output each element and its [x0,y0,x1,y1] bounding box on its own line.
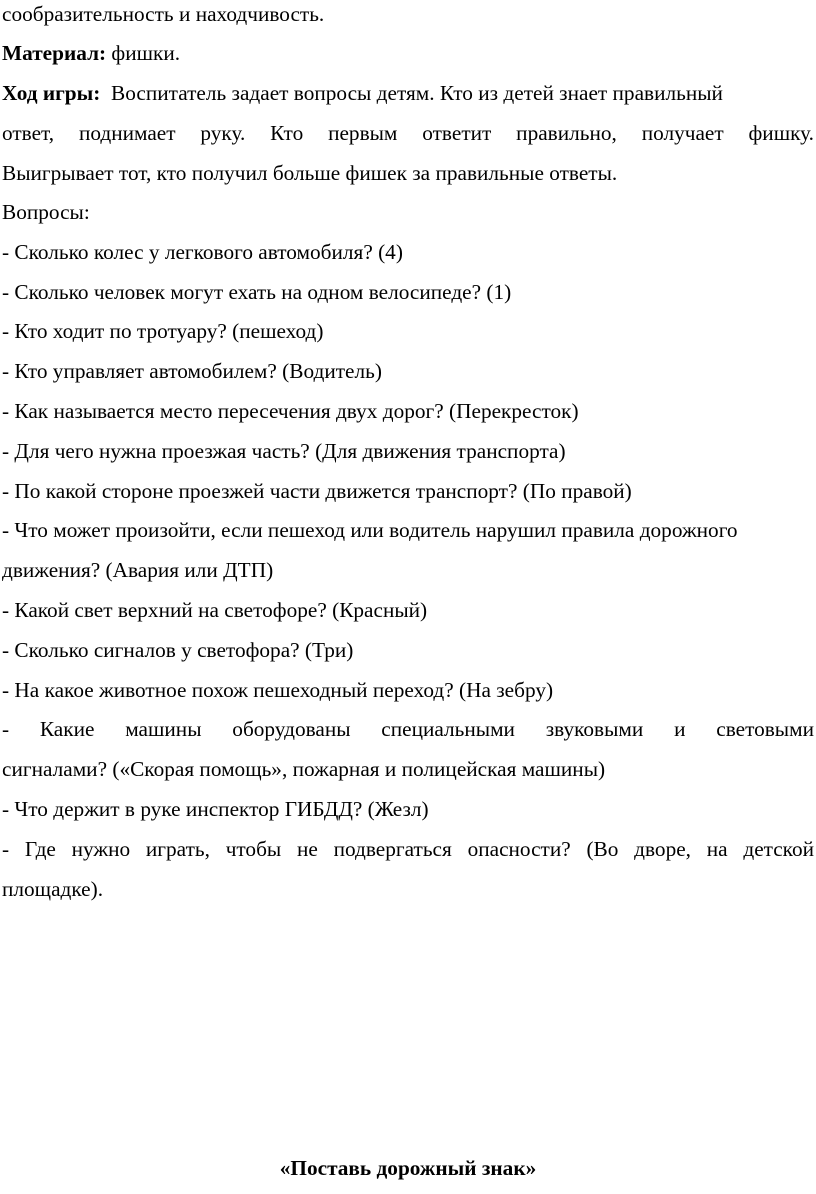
question-3: - Кто ходит по тротуару? (пешеход) [2,319,324,343]
question-1: - Сколько колес у легкового автомобиля? (4) [2,240,403,264]
question-14-line-2: площадке). [2,877,104,901]
question-10: - Сколько сигналов у светофора? (Три) [2,638,354,662]
game-flow-line-2: ответ, поднимает руку. Кто первым ответит правильно, получает фишку. [2,121,814,145]
question-8-line-1: - Что может произойти, если пешеход или водитель нарушил правила дорожного [2,518,738,542]
question-12-line-2: сигналами? («Скорая помощь», пожарная и полицейская машины) [2,757,606,781]
question-4: - Кто управляет автомобилем? (Водитель) [2,359,382,383]
game-flow-line-3: Выигрывает тот, кто получил больше фишек за правильные ответы. [2,161,618,185]
question-9: - Какой свет верхний на светофоре? (Красный) [2,598,428,622]
question-2: - Сколько человек могут ехать на одном велосипеде? (1) [2,280,512,304]
question-6: - Для чего нужна проезжая часть? (Для движения транспорта) [2,439,566,463]
question-13: - Что держит в руке инспектор ГИБДД? (Жезл) [2,797,429,821]
material-label: Материал: [2,41,107,65]
next-game-title: «Поставь дорожный знак» [279,1156,537,1180]
question-5: - Как называется место пересечения двух дорог? (Перекресток) [2,399,579,423]
question-14-line-1: - Где нужно играть, чтобы не подвергаться опасности? (Во дворе, на детской [2,837,814,861]
game-flow-line-1 [2,80,723,106]
game-flow-text-1: Воспитатель задает вопросы детям. Кто из детей знает правильный [100,81,723,105]
material-line [2,40,180,66]
question-8-line-2: движения? (Авария или ДТП) [2,558,274,582]
questions-heading: Вопросы: [2,200,90,224]
question-12-line-1: - Какие машины оборудованы специальными звуковыми и световыми [2,717,814,741]
question-11: - На какое животное похож пешеходный переход? (На зебру) [2,678,554,702]
game-flow-label: Ход игры: [2,81,101,105]
question-7: - По какой стороне проезжей части движется транспорт? (По правой) [2,479,632,503]
intro-line: сообразительность и находчивость. [2,2,325,26]
material-value: фишки. [106,41,181,65]
